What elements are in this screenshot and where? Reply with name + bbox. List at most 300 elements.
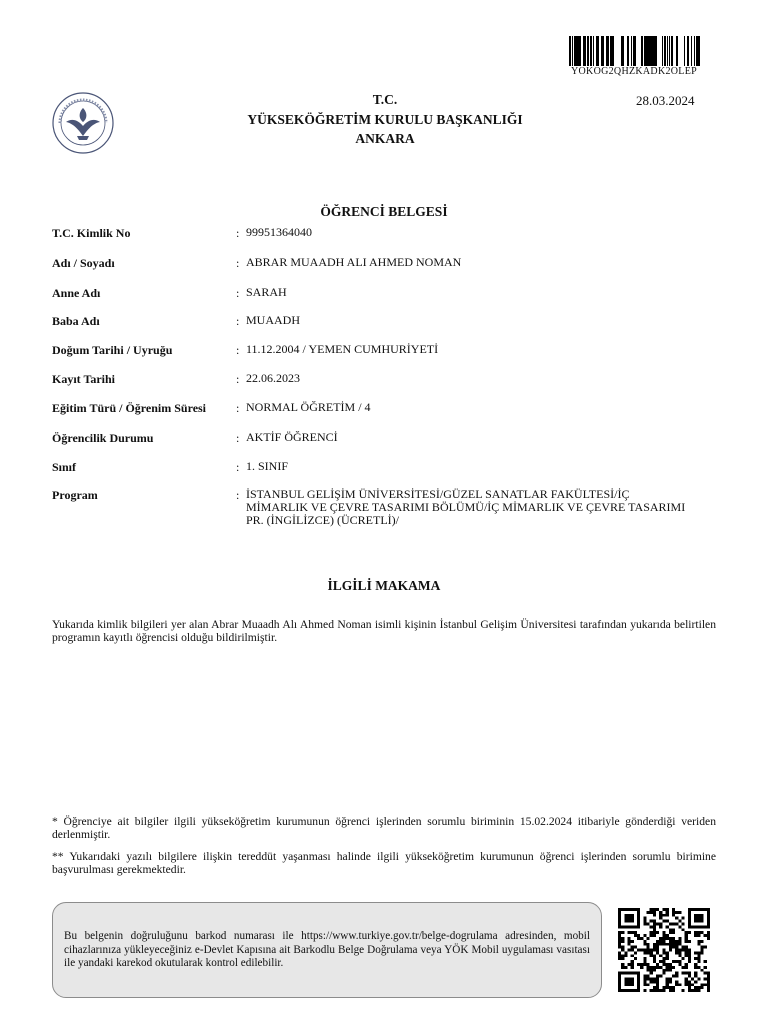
qr-module bbox=[650, 925, 653, 928]
qr-module bbox=[653, 914, 656, 917]
qr-module bbox=[678, 949, 681, 952]
qr-module bbox=[672, 937, 675, 940]
qr-module bbox=[685, 937, 688, 940]
qr-module bbox=[669, 937, 672, 940]
qr-module bbox=[662, 972, 665, 975]
barcode-bar bbox=[647, 36, 648, 66]
qr-module bbox=[675, 951, 678, 954]
qr-module bbox=[643, 922, 646, 925]
qr-module bbox=[672, 914, 675, 917]
qr-module bbox=[666, 980, 669, 983]
barcode-bar bbox=[606, 36, 608, 66]
qr-module bbox=[685, 951, 688, 954]
barcode-bar bbox=[633, 36, 635, 66]
field-label-birth-nationality: Doğum Tarihi / Uyruğu bbox=[52, 343, 173, 357]
qr-module bbox=[656, 983, 659, 986]
barcode-bar bbox=[649, 36, 650, 66]
qr-module bbox=[650, 966, 653, 969]
qr-module bbox=[681, 928, 684, 931]
qr-module bbox=[704, 983, 707, 986]
qr-module bbox=[634, 951, 637, 954]
qr-code-icon bbox=[618, 908, 710, 992]
qr-module bbox=[643, 940, 646, 943]
section-title: İLGİLİ MAKAMA bbox=[327, 578, 441, 593]
barcode-bar bbox=[577, 36, 579, 66]
qr-module bbox=[628, 943, 631, 946]
field-value-tc-no: 99951364040 bbox=[246, 225, 312, 239]
qr-module bbox=[637, 949, 640, 952]
field-label-class: Sınıf bbox=[52, 460, 77, 474]
qr-module bbox=[666, 914, 669, 917]
qr-module bbox=[688, 949, 691, 952]
qr-module bbox=[688, 951, 691, 954]
qr-module bbox=[662, 931, 665, 934]
qr-module bbox=[681, 972, 684, 975]
barcode-bar bbox=[631, 36, 632, 66]
qr-module bbox=[697, 943, 700, 946]
qr-module bbox=[688, 986, 691, 989]
qr-module bbox=[656, 940, 659, 943]
field-value-registration-date: 22.06.2023 bbox=[246, 371, 300, 385]
qr-module bbox=[653, 946, 656, 949]
qr-module bbox=[672, 943, 675, 946]
body-paragraph: Yukarıda kimlik bilgileri yer alan Abrar Muaadh Alı Ahmed Noman isimli kişinin İstanbul Gelişim Üniversitesi tarafından yukarıda belirtilen programın kayıtlı öğrencisi olduğu bildirilmiştir. bbox=[52, 618, 716, 644]
qr-module bbox=[707, 986, 710, 989]
qr-module bbox=[647, 943, 650, 946]
qr-module bbox=[637, 937, 640, 940]
qr-module bbox=[675, 949, 678, 952]
barcode-bar bbox=[671, 36, 673, 66]
qr-module bbox=[656, 946, 659, 949]
qr-module bbox=[666, 954, 669, 957]
field-label-name: Adı / Soyadı bbox=[52, 256, 115, 270]
qr-module bbox=[662, 934, 665, 937]
qr-module bbox=[662, 920, 665, 923]
qr-module bbox=[666, 908, 669, 911]
qr-module bbox=[685, 972, 688, 975]
qr-module bbox=[656, 949, 659, 952]
qr-module bbox=[659, 954, 662, 957]
qr-module bbox=[621, 963, 624, 966]
qr-module bbox=[669, 963, 672, 966]
document-title: ÖĞRENCİ BELGESİ bbox=[320, 204, 448, 219]
qr-module bbox=[678, 925, 681, 928]
qr-module bbox=[666, 969, 669, 972]
barcode-bar bbox=[623, 36, 624, 66]
barcode-bar bbox=[601, 36, 602, 66]
qr-module bbox=[688, 972, 691, 975]
qr-module bbox=[643, 920, 646, 923]
field-colon: : bbox=[236, 488, 240, 502]
barcode-bar bbox=[576, 36, 577, 66]
qr-module bbox=[681, 966, 684, 969]
qr-module bbox=[621, 954, 624, 957]
qr-module bbox=[618, 934, 621, 937]
qr-module bbox=[656, 931, 659, 934]
qr-module bbox=[694, 951, 697, 954]
qr-module bbox=[669, 946, 672, 949]
verification-text: Bu belgenin doğruluğunu barkod numarası ile https://www.turkiye.gov.tr/belge-dogrulama adresinden, mobil cihazlarınıza yükleyeceğiniz e-Devlet Kapısına ait Barkodlu Belge Doğrulama veya YÖK Mobil uygulaması vasıtası ile yandaki karekod okutularak kontrol edilebilir. bbox=[64, 930, 590, 969]
qr-module bbox=[707, 975, 710, 978]
qr-module bbox=[697, 960, 700, 963]
qr-module bbox=[681, 989, 684, 992]
qr-module bbox=[694, 957, 697, 960]
barcode-bar bbox=[597, 36, 599, 66]
qr-module bbox=[653, 980, 656, 983]
qr-module bbox=[640, 949, 643, 952]
qr-module bbox=[653, 934, 656, 937]
qr-module bbox=[662, 940, 665, 943]
qr-module bbox=[685, 940, 688, 943]
qr-module bbox=[669, 989, 672, 992]
qr-module bbox=[697, 957, 700, 960]
barcode-bar bbox=[687, 36, 689, 66]
qr-module bbox=[628, 949, 631, 952]
qr-module bbox=[688, 954, 691, 957]
barcode-bar bbox=[694, 36, 695, 66]
qr-module bbox=[650, 920, 653, 923]
qr-module bbox=[643, 963, 646, 966]
qr-module bbox=[704, 978, 707, 981]
qr-module bbox=[653, 943, 656, 946]
qr-module bbox=[643, 975, 646, 978]
qr-module bbox=[653, 986, 656, 989]
qr-module bbox=[697, 978, 700, 981]
qr-module bbox=[678, 911, 681, 914]
qr-module bbox=[650, 931, 653, 934]
qr-module bbox=[675, 917, 678, 920]
qr-module bbox=[672, 928, 675, 931]
header-line-3: ANKARA bbox=[355, 131, 415, 146]
barcode-bar bbox=[627, 36, 628, 66]
qr-module bbox=[659, 989, 662, 992]
qr-module bbox=[694, 934, 697, 937]
qr-module bbox=[678, 963, 681, 966]
barcode-bar bbox=[593, 36, 594, 66]
qr-module bbox=[631, 960, 634, 963]
qr-module bbox=[672, 940, 675, 943]
barcode-bar bbox=[621, 36, 622, 66]
field-label-tc-no: T.C. Kimlik No bbox=[52, 226, 131, 240]
qr-module bbox=[694, 989, 697, 992]
qr-module bbox=[685, 931, 688, 934]
university-seal-icon bbox=[52, 92, 114, 154]
qr-module bbox=[685, 949, 688, 952]
barcode-number: YOKOG2QHZKADK2OLEP bbox=[571, 66, 697, 77]
qr-module bbox=[669, 928, 672, 931]
qr-module bbox=[634, 946, 637, 949]
qr-module bbox=[700, 969, 703, 972]
qr-module bbox=[624, 951, 627, 954]
qr-module bbox=[628, 963, 631, 966]
qr-module bbox=[685, 954, 688, 957]
qr-module bbox=[656, 943, 659, 946]
qr-module bbox=[672, 946, 675, 949]
qr-module bbox=[704, 946, 707, 949]
qr-module bbox=[681, 917, 684, 920]
qr-module bbox=[700, 983, 703, 986]
qr-module bbox=[697, 986, 700, 989]
qr-module bbox=[647, 937, 650, 940]
qr-module bbox=[697, 966, 700, 969]
qr-module bbox=[662, 943, 665, 946]
qr-module bbox=[688, 931, 691, 934]
qr-module bbox=[650, 980, 653, 983]
barcode-bar bbox=[644, 36, 646, 66]
qr-module bbox=[707, 983, 710, 986]
field-value-class: 1. SINIF bbox=[246, 459, 289, 473]
qr-module bbox=[662, 989, 665, 992]
qr-module bbox=[669, 966, 672, 969]
qr-module bbox=[618, 951, 621, 954]
barcode-bar bbox=[665, 36, 666, 66]
qr-module bbox=[707, 931, 710, 934]
qr-module bbox=[697, 934, 700, 937]
qr-module bbox=[659, 911, 662, 914]
qr-module bbox=[656, 975, 659, 978]
qr-module bbox=[621, 940, 624, 943]
field-colon: : bbox=[236, 343, 240, 357]
qr-module bbox=[643, 980, 646, 983]
barcode-bar bbox=[574, 36, 576, 66]
qr-module bbox=[621, 931, 624, 934]
qr-module bbox=[662, 949, 665, 952]
qr-module bbox=[669, 931, 672, 934]
barcode-bar bbox=[611, 36, 612, 66]
barcode-bar bbox=[628, 36, 629, 66]
qr-module bbox=[621, 957, 624, 960]
qr-module bbox=[659, 917, 662, 920]
qr-module bbox=[650, 911, 653, 914]
qr-module bbox=[697, 954, 700, 957]
qr-module bbox=[643, 978, 646, 981]
field-label-student-status: Öğrencilik Durumu bbox=[52, 431, 154, 445]
qr-module bbox=[621, 937, 624, 940]
field-colon: : bbox=[236, 401, 240, 415]
barcode-bar bbox=[608, 36, 609, 66]
qr-module bbox=[688, 957, 691, 960]
qr-module bbox=[656, 986, 659, 989]
qr-module bbox=[634, 934, 637, 937]
qr-module bbox=[707, 989, 710, 992]
qr-module bbox=[707, 980, 710, 983]
qr-module bbox=[621, 949, 624, 952]
qr-module bbox=[653, 989, 656, 992]
barcode-bar bbox=[684, 36, 685, 66]
qr-module bbox=[688, 980, 691, 983]
qr-module bbox=[678, 960, 681, 963]
qr-module bbox=[647, 949, 650, 952]
barcode-bar bbox=[664, 36, 665, 66]
qr-module bbox=[656, 922, 659, 925]
qr-module bbox=[694, 972, 697, 975]
qr-module bbox=[653, 949, 656, 952]
qr-module bbox=[704, 934, 707, 937]
qr-module bbox=[666, 957, 669, 960]
qr-module bbox=[681, 946, 684, 949]
qr-module bbox=[691, 983, 694, 986]
barcode-bar bbox=[696, 36, 698, 66]
qr-module bbox=[656, 980, 659, 983]
qr-module bbox=[647, 978, 650, 981]
barcode-bar bbox=[652, 36, 653, 66]
field-label-program: Program bbox=[52, 488, 98, 502]
qr-module bbox=[707, 937, 710, 940]
qr-module bbox=[700, 951, 703, 954]
qr-module bbox=[694, 963, 697, 966]
qr-module bbox=[678, 943, 681, 946]
qr-module bbox=[688, 975, 691, 978]
barcode-bar bbox=[669, 36, 670, 66]
qr-module bbox=[662, 960, 665, 963]
qr-module bbox=[628, 931, 631, 934]
qr-module bbox=[694, 975, 697, 978]
barcode-bar bbox=[587, 36, 589, 66]
qr-module bbox=[697, 940, 700, 943]
qr-module bbox=[640, 966, 643, 969]
qr-module bbox=[697, 931, 700, 934]
barcode-bar bbox=[642, 36, 643, 66]
field-colon: : bbox=[236, 256, 240, 270]
qr-module bbox=[659, 940, 662, 943]
qr-module bbox=[672, 908, 675, 911]
qr-module bbox=[666, 920, 669, 923]
qr-module bbox=[653, 969, 656, 972]
qr-module bbox=[697, 989, 700, 992]
field-value-education-type: NORMAL ÖĞRETİM / 4 bbox=[246, 400, 371, 414]
qr-module bbox=[662, 937, 665, 940]
qr-module bbox=[694, 914, 704, 923]
qr-module bbox=[643, 949, 646, 952]
qr-module bbox=[618, 931, 621, 934]
qr-module bbox=[666, 986, 669, 989]
field-value-mother: SARAH bbox=[246, 285, 287, 299]
qr-module bbox=[662, 914, 665, 917]
qr-module bbox=[650, 951, 653, 954]
barcode-bar bbox=[656, 36, 657, 66]
qr-module bbox=[666, 934, 669, 937]
issuing-authority bbox=[200, 90, 570, 149]
qr-module bbox=[643, 983, 646, 986]
barcode-bar bbox=[572, 36, 573, 66]
qr-module bbox=[653, 954, 656, 957]
qr-module bbox=[672, 922, 675, 925]
qr-module bbox=[694, 980, 697, 983]
qr-module bbox=[685, 934, 688, 937]
field-label-father: Baba Adı bbox=[52, 314, 100, 328]
barcode-bar bbox=[590, 36, 591, 66]
qr-module bbox=[688, 989, 691, 992]
qr-module bbox=[675, 975, 678, 978]
qr-module bbox=[650, 908, 653, 911]
header-line-1: T.C. bbox=[372, 92, 398, 107]
barcode-bar bbox=[584, 36, 586, 66]
qr-module bbox=[672, 989, 675, 992]
field-value-student-status: AKTİF ÖĞRENCİ bbox=[246, 430, 338, 444]
header-line-2: YÜKSEKÖĞRETİM KURULU BAŞKANLIĞI bbox=[247, 111, 523, 127]
field-value-birth-nationality: 11.12.2004 / YEMEN CUMHURİYETİ bbox=[246, 342, 439, 356]
field-value-program: İSTANBUL GELİŞİM ÜNİVERSİTESİ/GÜZEL SANATLAR FAKÜLTESİ/İÇ MİMARLIK VE ÇEVRE TASARIMI BÖLÜMÜ/İÇ MİMARLIK VE ÇEVRE TASARIMI PR. (İNGİLİZCE) (ÜCRETLİ)/ bbox=[246, 487, 686, 527]
qr-module bbox=[628, 937, 631, 940]
qr-module bbox=[653, 911, 656, 914]
qr-module bbox=[618, 940, 621, 943]
qr-module bbox=[681, 949, 684, 952]
qr-module bbox=[631, 949, 634, 952]
qr-module bbox=[631, 966, 634, 969]
qr-module bbox=[659, 960, 662, 963]
qr-module bbox=[666, 943, 669, 946]
barcode-bar bbox=[596, 36, 597, 66]
qr-module bbox=[621, 966, 624, 969]
qr-module bbox=[675, 940, 678, 943]
barcode-bar bbox=[612, 36, 614, 66]
qr-module bbox=[672, 986, 675, 989]
qr-module bbox=[631, 940, 634, 943]
qr-module bbox=[631, 931, 634, 934]
qr-module bbox=[666, 978, 669, 981]
qr-module bbox=[666, 983, 669, 986]
qr-module bbox=[704, 960, 707, 963]
qr-module bbox=[669, 940, 672, 943]
field-colon: : bbox=[236, 431, 240, 445]
barcode-bar bbox=[648, 36, 649, 66]
qr-module bbox=[700, 949, 703, 952]
qr-module bbox=[662, 986, 665, 989]
qr-module bbox=[643, 943, 646, 946]
qr-module bbox=[707, 934, 710, 937]
qr-module bbox=[647, 922, 650, 925]
qr-module bbox=[628, 940, 631, 943]
qr-module bbox=[659, 914, 662, 917]
qr-module bbox=[666, 966, 669, 969]
qr-module bbox=[637, 963, 640, 966]
qr-module bbox=[666, 925, 669, 928]
qr-module bbox=[653, 966, 656, 969]
qr-module bbox=[647, 911, 650, 914]
qr-module bbox=[700, 986, 703, 989]
barcode-bar bbox=[646, 36, 647, 66]
qr-module bbox=[640, 937, 643, 940]
qr-module bbox=[669, 943, 672, 946]
qr-module bbox=[643, 960, 646, 963]
qr-module bbox=[704, 966, 707, 969]
qr-module bbox=[707, 978, 710, 981]
barcode-bar bbox=[602, 36, 603, 66]
field-colon: : bbox=[236, 226, 240, 240]
qr-module bbox=[653, 931, 656, 934]
qr-module bbox=[662, 957, 665, 960]
qr-module bbox=[624, 954, 627, 957]
barcode-bar bbox=[667, 36, 668, 66]
barcode-bar bbox=[676, 36, 678, 66]
qr-module bbox=[621, 946, 624, 949]
barcode-bar bbox=[570, 36, 571, 66]
qr-module bbox=[656, 908, 659, 911]
qr-module bbox=[669, 969, 672, 972]
field-value-father: MUAADH bbox=[246, 313, 300, 327]
barcode-bar bbox=[622, 36, 623, 66]
qr-module bbox=[669, 980, 672, 983]
qr-module bbox=[653, 957, 656, 960]
qr-module bbox=[704, 972, 707, 975]
qr-module bbox=[656, 951, 659, 954]
barcode-bar bbox=[591, 36, 592, 66]
barcode-bar bbox=[698, 36, 700, 66]
qr-module bbox=[631, 963, 634, 966]
qr-module bbox=[650, 934, 653, 937]
qr-module bbox=[656, 966, 659, 969]
qr-module bbox=[678, 937, 681, 940]
